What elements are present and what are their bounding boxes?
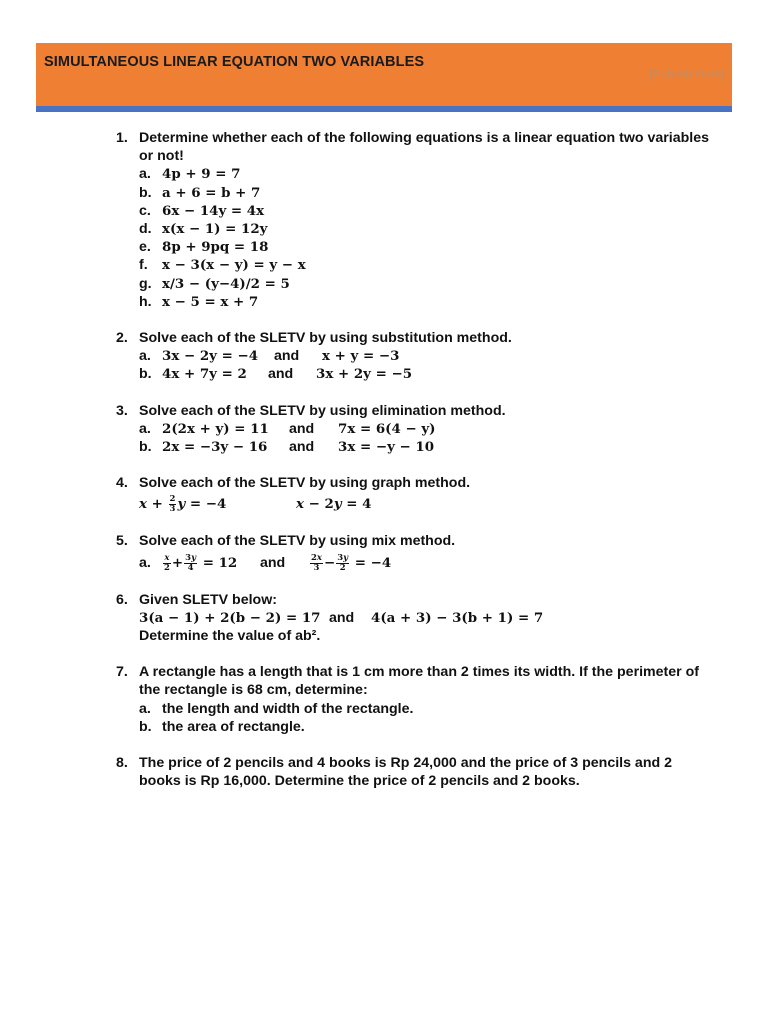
sub-item-text: the length and width of the rectangle. bbox=[162, 700, 414, 717]
sub-item-text: the area of rectangle. bbox=[162, 718, 305, 735]
and-word: and bbox=[274, 348, 300, 365]
question-text: Determine whether each of the following equations is a linear equation two variables or not! bbox=[139, 130, 709, 165]
math-display: x + $\frac{2}{3}$ y = −4 bbox=[139, 494, 227, 515]
question-number: 7. bbox=[116, 664, 128, 681]
equation-pair bbox=[139, 365, 716, 383]
item-label: b. bbox=[139, 439, 152, 456]
equation-pair bbox=[139, 438, 716, 456]
question-5 bbox=[116, 532, 716, 572]
item-label: a. bbox=[139, 420, 151, 437]
question-number: 3. bbox=[116, 402, 128, 419]
item-label: b. bbox=[139, 184, 152, 201]
equation: 3x − 2y = −4 bbox=[162, 348, 259, 365]
equation: 2(2x + y) = 11 bbox=[162, 420, 269, 437]
and-word: and bbox=[268, 366, 294, 383]
equation: 3(a − 1) + 2(b − 2) = 17 bbox=[139, 609, 321, 626]
equation-item bbox=[139, 275, 716, 293]
item-label: e. bbox=[139, 239, 151, 256]
equation: x − 2y = 4 bbox=[296, 496, 372, 513]
question-number: 5. bbox=[116, 533, 128, 550]
item-label: a. bbox=[139, 348, 151, 365]
header-stripe bbox=[36, 106, 732, 112]
question-text: A rectangle has a length that is 1 cm more than 2 times its width. If the perimeter of the rectangle is 68 cm, determine: bbox=[139, 664, 700, 699]
item-label: b. bbox=[139, 366, 152, 383]
sub-item bbox=[139, 718, 716, 736]
equation: x/3 − (y−4)/2 = 5 bbox=[162, 275, 290, 292]
question-7 bbox=[116, 663, 716, 736]
item-label: h. bbox=[139, 293, 152, 310]
question-text: The price of 2 pencils and 4 books is Rp 24,000 and the price of 3 pencils and 2 books is Rp 16,000. Determine the price of 2 pencils and 2 books. bbox=[139, 755, 672, 790]
equation-pair bbox=[139, 609, 716, 627]
question-text: Solve each of the SLETV by using mix method. bbox=[139, 533, 456, 550]
item-label: a. bbox=[139, 554, 151, 571]
and-word: and bbox=[289, 439, 315, 456]
question-4 bbox=[116, 474, 716, 514]
document-title: SIMULTANEOUS LINEAR EQUATION TWO VARIABLES bbox=[44, 54, 425, 70]
item-label: a. bbox=[139, 700, 151, 717]
equation-item bbox=[139, 184, 716, 202]
worksheet-content bbox=[116, 129, 716, 808]
equation: a + 6 = b + 7 bbox=[162, 184, 261, 201]
question-text: Solve each of the SLETV by using graph method. bbox=[139, 475, 471, 492]
equation-pair bbox=[139, 420, 716, 438]
question-text: Solve each of the SLETV by using substitution method. bbox=[139, 330, 512, 347]
equation-item bbox=[139, 238, 716, 256]
determine-text: Determine the value of ab². bbox=[139, 628, 321, 645]
item-label: c. bbox=[139, 202, 151, 219]
question-number: 4. bbox=[116, 475, 128, 492]
question-number: 2. bbox=[116, 330, 128, 347]
equation: 2x = −3y − 16 bbox=[162, 439, 268, 456]
equation: $\frac{2x}{3}$ − $\frac{3y}{2}$ = −4 bbox=[311, 552, 392, 573]
item-label: a. bbox=[139, 166, 151, 183]
question-number: 1. bbox=[116, 130, 128, 146]
equation: 4x + 7y = 2 bbox=[162, 366, 247, 383]
question-6 bbox=[116, 591, 716, 646]
item-label: b. bbox=[139, 718, 152, 735]
equation-item bbox=[139, 256, 716, 274]
item-label: f. bbox=[139, 257, 148, 274]
graph-equations bbox=[139, 495, 716, 514]
equation: x + y = −3 bbox=[322, 348, 400, 365]
question-3 bbox=[116, 402, 716, 457]
question-text: Given SLETV below: bbox=[139, 591, 277, 608]
header-banner bbox=[36, 43, 732, 106]
question-text: Solve each of the SLETV by using elimination method. bbox=[139, 402, 506, 419]
question-number: 6. bbox=[116, 591, 128, 608]
equation-item bbox=[139, 165, 716, 183]
equation: 4p + 9 = 7 bbox=[162, 166, 241, 183]
equation: x(x − 1) = 12y bbox=[162, 221, 268, 238]
equation: 8p + 9pq = 18 bbox=[162, 239, 269, 256]
and-word: and bbox=[289, 420, 315, 437]
question-number: 8. bbox=[116, 755, 128, 772]
equation: 3x + 2y = −5 bbox=[316, 366, 413, 383]
question-1 bbox=[116, 129, 716, 311]
equation-item bbox=[139, 202, 716, 220]
equation-pair bbox=[139, 347, 716, 365]
equation: 6x − 14y = 4x bbox=[162, 202, 265, 219]
and-word: and bbox=[260, 554, 286, 571]
equation: 7x = 6(4 − y) bbox=[338, 420, 436, 437]
and-word: and bbox=[329, 609, 355, 626]
equation-item bbox=[139, 220, 716, 238]
item-label: d. bbox=[139, 221, 152, 238]
sub-item bbox=[139, 700, 716, 718]
equation-item bbox=[139, 293, 716, 311]
equation: x − 3(x − y) = y − x bbox=[162, 257, 306, 274]
equation bbox=[139, 495, 296, 514]
publish-date: [Publish Date] bbox=[649, 67, 724, 81]
equation: x − 5 = x + 7 bbox=[162, 293, 259, 310]
equation: 3x = −y − 10 bbox=[338, 439, 435, 456]
item-label: g. bbox=[139, 275, 152, 292]
equation-pair bbox=[139, 554, 716, 573]
question-8 bbox=[116, 754, 716, 790]
question-2 bbox=[116, 329, 716, 384]
equation: $\frac{x}{2}$ + $\frac{3y}{4}$ = 12 bbox=[164, 552, 238, 573]
equation: 4(a + 3) − 3(b + 1) = 7 bbox=[371, 609, 544, 626]
